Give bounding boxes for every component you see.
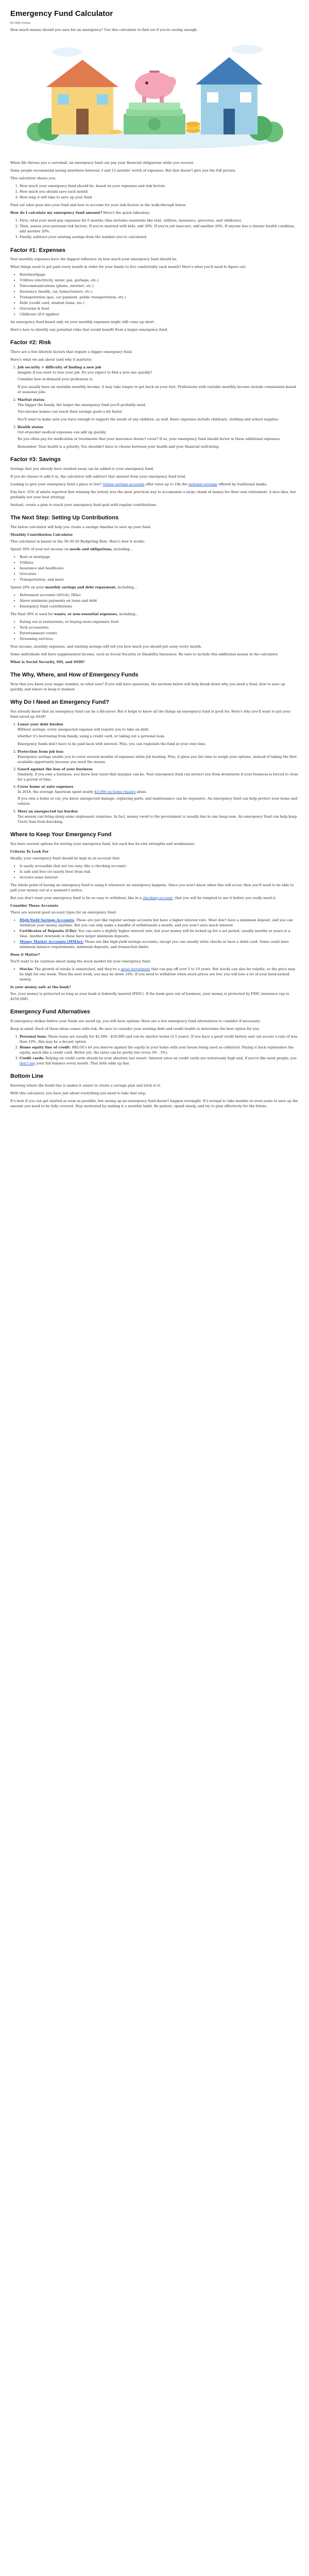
list-item [20,967,299,982]
list-item: • Debt (credit card, student loans, etc.) [20,300,299,306]
national-average-link[interactable]: national average [188,482,217,487]
risk-factor-p1: Do you often pay for medication or treatments that your insurance doesn't cover? If so, your emergency fund should factor in these additional expenses. [18,437,281,442]
next-step-heading: The Next Step: Setting Up Contributions [10,515,119,521]
text: You can earn a slightly higher interest rate, but your money will be locked up for a set period, usually months or years at a time. Another downside is those have larger minimum deposits. [20,928,290,938]
monthly-contribution-subheading: Monthly Contribution Calculator [10,532,73,537]
text: alone. [135,789,147,794]
list-item [20,918,299,928]
risk-factor-p2: If you usually have an unstable monthly income, it may take longer to get back on your feet. Professions with variable monthly income include commission-based or seasonal jobs. [18,385,296,395]
text: The final 30% is used for [10,612,55,617]
text: your full balance every month. That debt adds up fast. [35,1061,130,1065]
alt-p1: If emergency strikes before your funds are saved up, you still have options. Here are a few emergency fund alternatives to consider if necessary: [10,1019,261,1023]
text: including... [116,585,137,590]
home-repairs-link[interactable]: $3,000 on home repairs [94,789,136,794]
list-item [20,1045,299,1055]
alt-title: Personal loan: [20,1034,47,1039]
list-item: • Insurance and healthcare [20,566,299,571]
how-answer: Here's the quick takeaway: [102,211,150,215]
list-item: 1. First, total your must-pay expenses for 6 months (this includes essentials like rent, utilities, insurance, groceries, and childcare). [20,218,299,223]
risk-factor-title: 1. Job security + difficulty of finding a new job [18,365,101,370]
where-p1: You have several options for storing your emergency fund, but each has its own strengths and weaknesses. [10,841,196,846]
list-item: • Utilities [20,560,299,565]
text: HELOCs let you borrow against the equity in your home with your house being used as collateral. Paying it back replenishes the equity, much like a credit card. Better yet, the rates can be pretty low (even 3% - 5%). [20,1045,294,1055]
risk-factor-title: 3. Health status [18,425,43,430]
how-calculate [10,210,299,215]
money-market-link[interactable]: Money Market Accounts (MMAs): [20,939,84,944]
reason-desc: Emergency savings enable you to cover several months of expenses while job hunting. Plus, it gives you the time to weigh your options, instead of taking the first available opportunity because you need the money. [18,754,297,764]
text: offer rates up to 10x the [144,482,188,487]
text: The growth of stocks is unmatched, and they're a [33,967,121,971]
checking-account-link[interactable]: checking account [142,895,173,900]
criteria-list [10,863,299,880]
calculator-shows-list [10,183,299,200]
intro-p2: Some people recommend saving anywhere between 3 and 12 months' worth of expenses. But that doesn't give you the full picture. [10,168,236,173]
where-p3: The whole point of having an emergency fund is using it whenever an emergency happens. Since you won't know when this will occur, then you'll need to be able to pull your money out at a moment's notice. [10,883,294,892]
list-item [20,939,299,950]
criteria-subheading: Criteria To Look For [10,849,49,854]
why-p1: Now that you know your magic number, so what now? If you still have questions, the sections below will help break down why you need a fund, how to save up quickly, and where to keep it stashed. [10,682,285,691]
text: These loans are usually for $1,000 - $50,000 and can be shorter terms (2-5 years). If you have a good credit history and can secure a rate of less than 10%, this may be a decent option. [20,1034,298,1044]
alt-title: Home equity line of credit: [20,1045,71,1049]
next-p2: This calculator is based on the 50-30-20 Budgeting Rule. Here's how it works: [10,539,145,544]
dont-pay-link[interactable]: don't pay [20,1061,36,1065]
reason-p2: Emergency funds don't have to be paid back with interest. Plus, you can replenish the fund in your own time. [18,741,207,746]
how-list [10,218,299,240]
bottom-p1: Knowing where the funds line is makes it easier to create a savings plan and stick to it. [10,1083,161,1088]
list-item [18,722,299,747]
risk-factor-p2: Remember: Your health is a priority. You shouldn't have to choose between your health and your financial well-being. [18,445,220,449]
list-item [18,809,299,824]
wants-list [10,619,299,641]
list-item: • Groceries & food [20,306,299,311]
reason-desc: Similarly, if you own a business, you know how razor-thin margins can be. Your emergency fund can protect you from downturns if your business is forced to close for a period of time. [18,772,299,782]
list-item: • Retirement accounts (401(k), IRAs) [20,592,299,598]
list-item: 3. How long it will take to save up your fund [20,195,299,200]
list-item: • Entertainment events [20,631,299,636]
bottom-p2: With this calculator, you have just about everything you need to take that step. [10,1091,147,1095]
why-where-how-heading: The Why, Where, and How of Emergency Funds [10,672,139,679]
list-item: • Childcare (if it applies) [20,312,299,317]
alternatives-list [10,1034,299,1066]
wants-intro [10,612,299,617]
page-title: Emergency Fund Calculator [10,9,113,18]
byline: By Holly Zorkas [10,21,31,25]
list-item: • Is easily accessible (but not too easy, like a checking account) [20,863,299,869]
list-item: 2. How much you should save each month [20,189,299,194]
list-item: • Tech accessories [20,625,299,630]
savings-p4: Fun fact: 32% of adults reported that winning the lottery was the most practical way to accumulate a large chunk of money for their own retirement. A nice idea, but probably not your best strategy. [10,490,296,500]
expenses-p3: An emergency fund based only on your monthly expenses might still come up short. [10,320,155,325]
list-item [18,767,299,782]
text: : These are just like regular savings accounts but have a higher interest rate. Most don't have a minimum deposit, and you can withdraw your money anytime. But you can only make a handful of withdrawals a month, and you won't earn much interest. [20,918,293,927]
risk-p1: There are a few lifestyle factors that require a bigger emergency fund. [10,350,133,354]
alt-title: Credit cards: [20,1056,44,1060]
text: Spend 50% of your net income on [10,547,70,551]
where-p5: There are several good account types for an emergency fund: [10,910,117,914]
how-question: How do I calculate my emergency fund amount? [10,211,102,215]
text: that can pay off over 5 to 10 years. But stocks can also be volatile, so the price may be high for one week. Then the next week, you may be down 10%. If you need to withdraw when stock prices are low, you will lose a lot of your hard-earned money. [20,967,296,982]
list-item: 1. How much your emergency fund should be, based on your expenses and risk factors [20,183,299,189]
list-item: • Rent or mortgage [20,554,299,560]
bottom-line-heading: Bottom Line [10,1073,44,1079]
list-item: • Accrues some interest [20,875,299,880]
list-item: • Groceries [20,571,299,577]
list-item [18,425,299,449]
list-item: • Transportation, and more [20,577,299,582]
list-item: • Transportation (gas, car payment, public transportation, etc.) [20,295,299,300]
list-item: • Telecommunications (phone, internet, etc.) [20,283,299,289]
text: In 2018, the average American spent nearly [18,789,95,794]
savings-p2: If you do choose to add it in, the calculator will subtract that amount from your emergency fund total. [10,474,186,479]
reason-title: 5. Meet an unexpected tax burden [18,809,78,814]
intro-p1: When life throws you a curveball, an emergency fund can pay your financial obligations while you recover. [10,161,194,165]
expenses-list [10,272,299,317]
list-item [20,1034,299,1044]
reason-title: 1. Lower your debt burden [18,722,63,726]
savings-p1: Savings that you already have stashed away can be added to your emergency fund. [10,467,154,471]
accounts-list [10,918,299,950]
list-item: • Utilities (electricity, water, gas, garbage, etc.) [20,278,299,283]
reason-desc: Tax season can bring along some unpleasant surprises. In fact, money owed to the government is usually due in one lump sum. An emergency fund can help keep Uncle Sam from knocking. [18,814,297,824]
risk-factor-desc: The bigger the family, the larger the emergency fund you'll probably need. [18,403,147,408]
risk-heading: Factor #2: Risk [10,340,51,346]
risk-factors-list [10,365,299,449]
savings-p5: Instead, create a plan to reach your emergency fund goal with regular contributions. [10,503,157,507]
text: These are like high-yield savings accounts, except you can usually write checks or have a debit card. Some could have minimum balance requirements, minimum deposits, and transaction limits. [20,939,289,949]
expenses-p4: Here's how to identify any potential risks that would benefit from a larger emergency fund. [10,328,168,332]
next-p6: Your income, monthly expenses, and existing savings will tell you how much you should put away every month. [10,645,202,649]
next-p7: Some individuals will have supplemental income, such as Social Security or Disability Insurance. Be sure to include this additional money in the calculator. [10,652,279,657]
list-item [18,784,299,806]
stocks-label: Stocks: [20,967,33,971]
expenses-heading: Factor #1: Expenses [10,247,65,253]
text: , that you will be tempted to use it before you really need it. [173,895,277,900]
list-item: • Insurance (health, car, home/renters, etc.) [20,289,299,294]
needs-list [10,554,299,582]
hero-illustration [21,37,288,155]
where-p7: Yes, your money is protected as long as your bank is federally insured (FDIC). If the bank goes out of business, your money is protected by FDIC insurance (up to $250,000). [10,992,289,1002]
text: needs and obligations, [70,547,113,551]
reason-title: 4. Cover home or auto expenses [18,784,74,789]
intro-p3: This calculator shows you: [10,176,56,181]
text: But you don't want your emergency fund to be so easy to withdraw, like in a [10,895,143,900]
consider-accounts-subheading: Consider These Accounts [10,903,59,908]
online-savings-link[interactable]: Online savings accounts [102,482,145,487]
risk-factor-p2: You'll want to make sure you have enough to support the needs of any children, as well. Basic expenses include childcare, clothing and school supplies. [18,417,279,422]
bottom-p3: It's best if you can get started as soon as possible, but saving up an emergency fund doesn't happen overnight. It's normal to take months or even years to save up the amount you need to be fully covered. Stay motivated by making it a monthly habit. Be patient, spend wisely, and try to plan effectively for the future. [10,1098,298,1108]
savings-intro [10,585,299,590]
reason-p1: whether it's borrowing from family, using a credit card, or taking out a personal loan. [18,734,165,738]
where-p4 [10,895,299,901]
needs-intro [10,547,299,552]
list-item: • Eating out at restaurants, or buying more-expensive food [20,619,299,624]
list-item: • Emergency fund contributions [20,604,299,609]
list-item [20,1056,299,1066]
high-yield-savings-link[interactable]: High-Yield Savings Accounts [20,918,74,922]
reason-title: 3. Guard against the loss of your business [18,767,93,771]
list-item: 2. Then, assess your personal risk factors. If you're married with kids, add 30%. If you're job insecure, add another 20%. If anyone has a chronic health condition, add another 20%. [20,224,299,234]
reason-desc: Without savings, every unexpected expense will require you to take on debt, [18,727,150,732]
savings-p3 [10,482,299,487]
text: Spend 20% on your [10,585,45,590]
risk-factor-p1: Consider how in-demand your profession is. [18,377,94,382]
reason-p1: If you own a home or car, you know unexpected damage, replacing parts, and maintenance can be expensive. An emergency fund can help protect your home and vehicle. [18,796,298,806]
reason-title: 2. Protection from job loss [18,749,64,754]
need-p1: You already know that an emergency fund can be a life-saver. But it helps to know all the things an emergency fund is good for. Here's why you'll want to get your fund saved up ASAP: [10,709,291,719]
list-item [18,365,299,395]
list-item: • Above minimum payments on loans and debt [20,598,299,603]
list-item: 3. Finally, subtract your existing savings from the number you've calculated. [20,234,299,240]
savings-list [10,592,299,609]
why-need-heading: Why Do I Need an Emergency Fund? [10,699,109,705]
risk-p2: Here's what we ask about (and why it matters): [10,358,93,362]
does-it-matter-subheading: Does it Matter? [10,952,40,957]
text: offered by traditional banks. [217,482,268,487]
list-item: • Is safe and free (or nearly free) from risk [20,869,299,874]
text: wants, or non-essential expenses, [54,612,118,617]
risk-factor-p1: Two-income homes can reach their savings goals a bit faster. [18,410,123,414]
text: Relying on credit cards should be your absolute last resort. Interest rates on credit cards are notoriously high and, if you're like most people, you [44,1056,297,1060]
risk-factor-desc: Out-of-pocket medical expenses can add up quickly. [18,430,107,435]
expenses-p2: What things need to get paid every month in order for your family to live comfortably each month? Here's what you'll need to figure out: [10,265,247,269]
stocks-list [10,967,299,982]
alternatives-heading: Emergency Fund Alternatives [10,1009,90,1015]
reason-desc [18,789,299,794]
text: including... [112,547,133,551]
risk-factor-title: 2. Marital status [18,398,45,402]
article [10,0,299,1127]
intro-text: How much money should you save for an emergency? Use this calculator to find out if you're saving enough. [10,28,198,32]
risk-factor-desc: Imagine if you were to lose your job. Do you expect to find a new one quickly? [18,370,152,375]
savings-heading: Factor #3: Savings [10,456,61,463]
text: including... [118,612,139,617]
account-name: Certificates of Deposits (CDs): [20,928,77,933]
list-item [18,749,299,765]
text: monthly savings and debt repayment, [45,585,117,590]
money-safe-subheading: Is your money safe at the bank? [10,985,71,990]
where-p6: You'll want to be cautious about using the stock market for your emergency fund. [10,959,151,963]
where-keep-heading: Where to Keep Your Emergency Fund [10,831,112,838]
next-p1: The below calculator will help you create a savings timeline to save up your fund. [10,524,151,529]
text: Looking to give your emergency fund a place to live? [10,482,103,487]
where-p2: Ideally, your emergency fund should be kept in an account that: [10,856,121,860]
expenses-p1: Your monthly expenses have the biggest influence on how much your emergency fund should be. [10,257,178,262]
list-item: • Rent/mortgage [20,272,299,277]
intro-p4: Find out what goes into your fund and how to account for your risk factors in the walk-through below. [10,203,186,208]
social-security-question: What is Social Security, SSI, and SSDI? [10,660,85,665]
alt-p2: Keep in mind: Each of these ideas comes with risk. Be sure to consider your existing debt and credit health to determine the best option for you. [10,1026,261,1031]
list-item [18,397,299,422]
list-item: • Streaming services [20,636,299,641]
list-item [20,928,299,939]
great-investment-link[interactable]: great investment [121,967,150,971]
need-reasons-list [10,722,299,824]
